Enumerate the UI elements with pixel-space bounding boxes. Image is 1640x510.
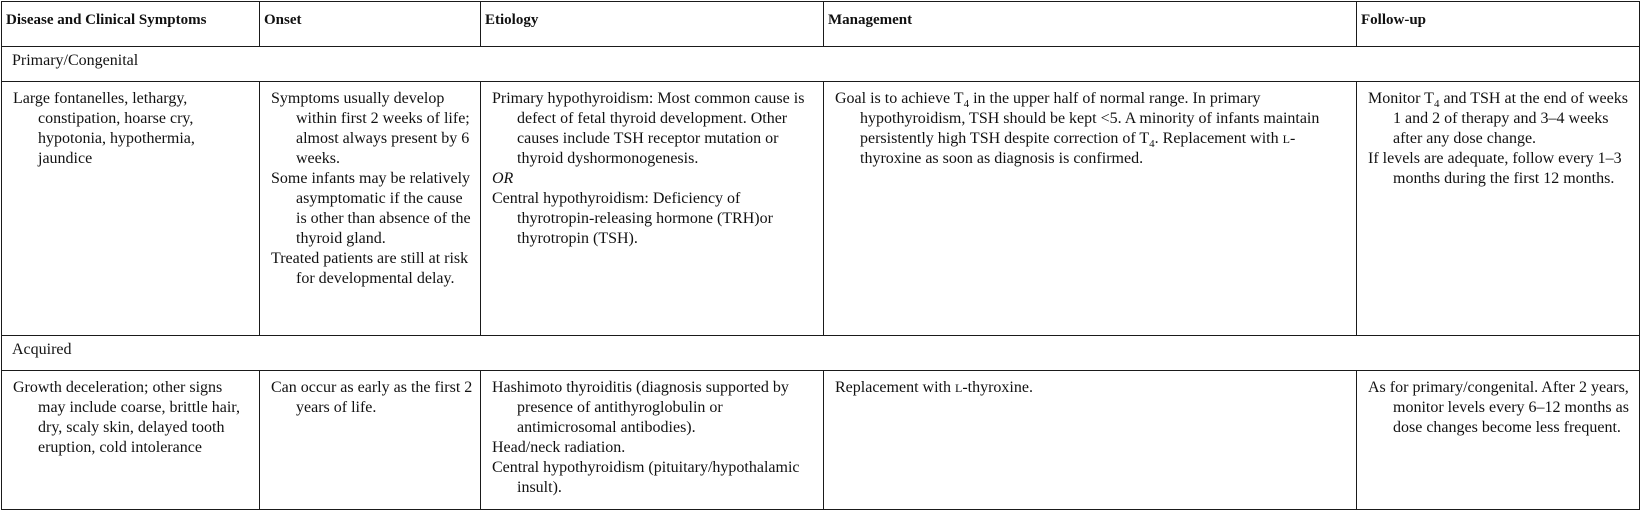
followup-text: As for primary/congenital. After 2 years, monitor levels every 6–12 months as dose changes become less frequent. <box>1368 379 1629 436</box>
management-cell <box>824 82 1357 336</box>
followup-text: Monitor $T_4$ and TSH at the end of weeks 1 and 2 of therapy and 3–4 weeks after any dose change. <box>1368 90 1628 147</box>
etiology-text: Primary hypothyroidism: Most common cause is defect of fetal thyroid development. Other causes include TSH receptor mutation or thyroid dyshormonogenesis. <box>492 90 805 167</box>
etiology-text: Head/neck radiation. <box>492 439 626 456</box>
header-management: Management <box>824 2 1357 47</box>
etiology-text: Central hypothyroidism: Deficiency of thyrotropin-releasing hormone (TRH)or thyrotropin (TSH). <box>492 190 773 247</box>
section-row <box>2 47 1640 82</box>
etiology-or: OR <box>492 170 514 187</box>
header-onset: Onset <box>260 2 481 47</box>
onset-cell <box>260 371 481 510</box>
management-text: Goal is to achieve $T_4$ in the upper half of normal range. In primary hypothyroidism, TSH should be kept <5. A minority of infants maintain persistently high TSH despite correction of $T_4$. Replacement with L-thyroxine as soon as diagnosis is confirmed. <box>835 90 1320 167</box>
header-row <box>2 2 1640 47</box>
onset-text: Symptoms usually develop within first 2 weeks of life; almost always present by 6 weeks. <box>271 90 470 167</box>
header-disease: Disease and Clinical Symptoms <box>2 2 260 47</box>
etiology-cell <box>481 82 824 336</box>
followup-cell <box>1357 371 1640 510</box>
followup-text: If levels are adequate, follow every 1–3 months during the first 12 months. <box>1368 150 1622 187</box>
table-row <box>2 82 1640 336</box>
disease-text: Large fontanelles, lethargy, constipation, hoarse cry, hypotonia, hypothermia, jaundice <box>13 90 195 167</box>
followup-cell <box>1357 82 1640 336</box>
disease-cell <box>2 82 260 336</box>
section-title: Acquired <box>2 336 1640 371</box>
disease-cell <box>2 371 260 510</box>
section-row <box>2 336 1640 371</box>
onset-text: Some infants may be relatively asymptomatic if the cause is other than absence of the thyroid gland. <box>271 170 471 247</box>
etiology-text: Hashimoto thyroiditis (diagnosis supported by presence of antithyroglobulin or antimicrosomal antibodies). <box>492 379 789 436</box>
disease-text: Growth deceleration; other signs may include coarse, brittle hair, dry, scaly skin, delayed tooth eruption, cold intolerance <box>13 379 240 456</box>
management-cell <box>824 371 1357 510</box>
onset-text: Treated patients are still at risk for developmental delay. <box>271 250 469 287</box>
etiology-text: Central hypothyroidism (pituitary/hypothalamic insult). <box>492 459 800 496</box>
management-text: Replacement with L-thyroxine. <box>835 379 1033 396</box>
hypothyroidism-table <box>1 1 1640 510</box>
header-etiology: Etiology <box>481 2 824 47</box>
table-row <box>2 371 1640 510</box>
header-followup: Follow-up <box>1357 2 1640 47</box>
onset-text: Can occur as early as the first 2 years of life. <box>271 379 473 416</box>
etiology-cell <box>481 371 824 510</box>
onset-cell <box>260 82 481 336</box>
section-title: Primary/Congenital <box>2 47 1640 82</box>
